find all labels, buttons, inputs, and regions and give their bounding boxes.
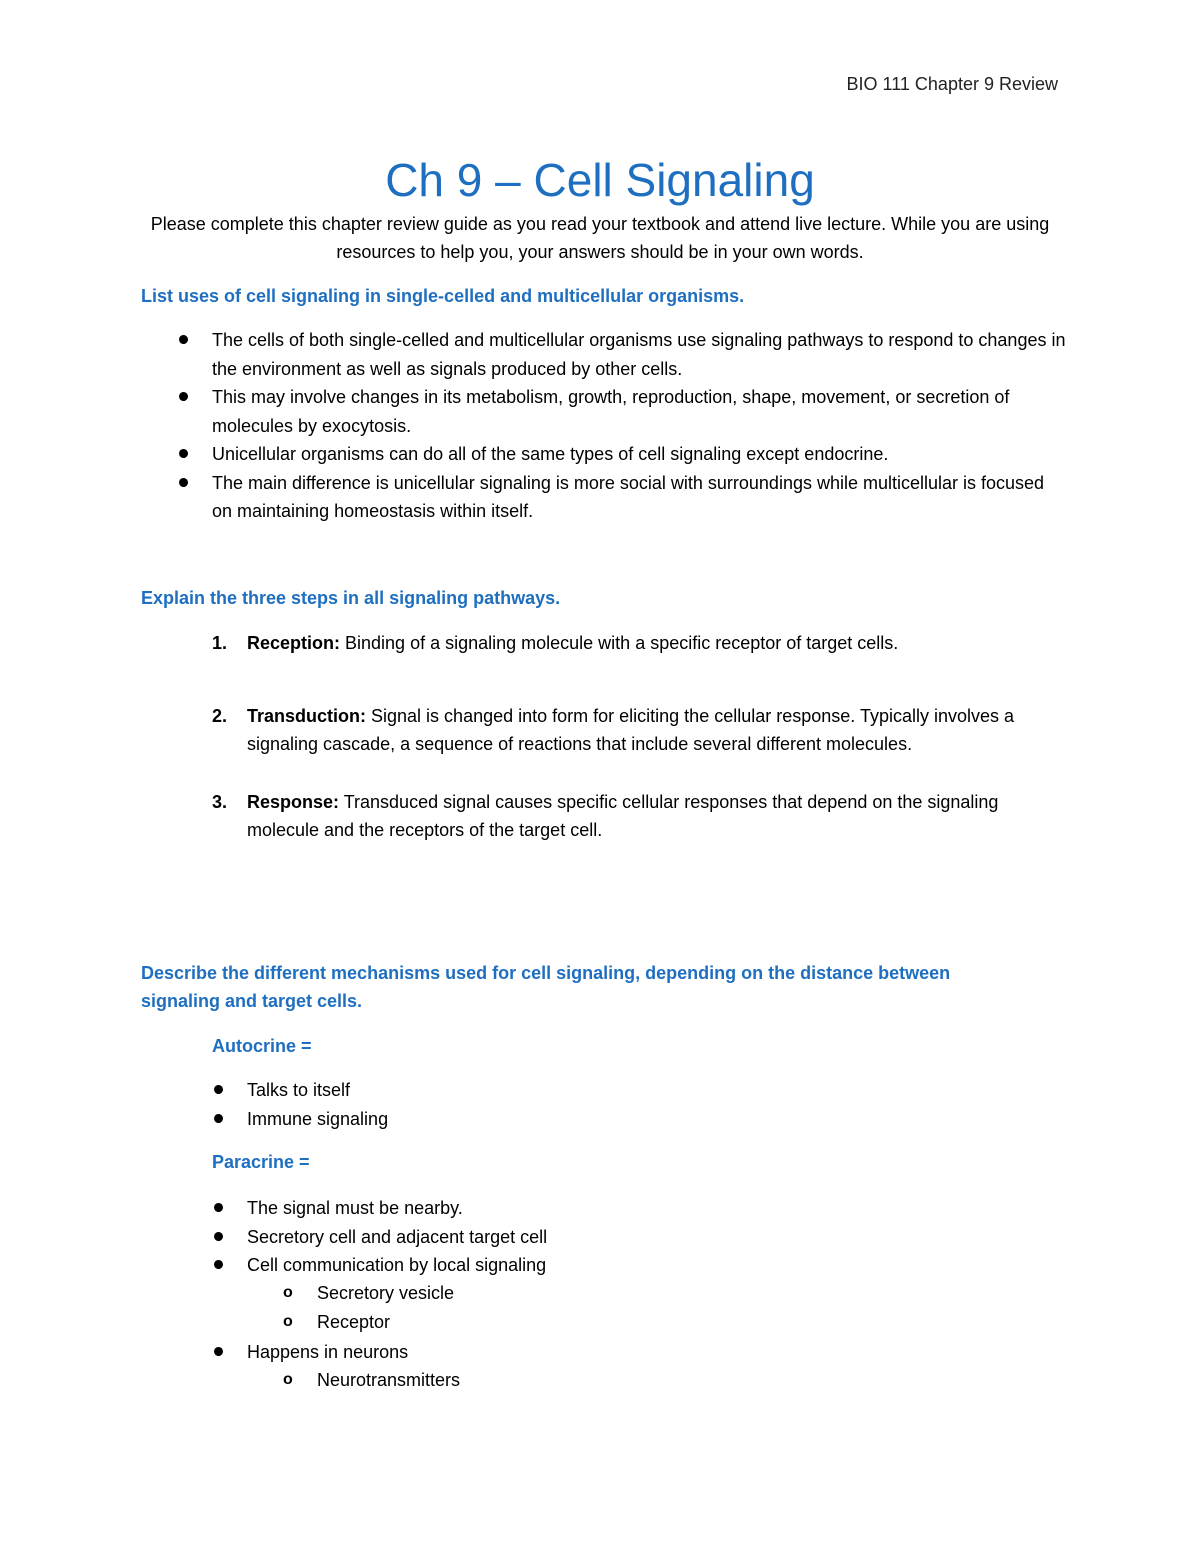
list-item: This may involve changes in its metabolism, growth, reproduction, shape, movement, or secretion of molecules by exocytosis. (176, 383, 1066, 440)
sub-bullet-icon: o (283, 1312, 293, 1330)
bullet-icon (213, 1346, 225, 1358)
step-item: 1. Reception: Binding of a signaling molecule with a specific receptor of target cells. (212, 633, 899, 653)
bullet-icon (178, 476, 190, 488)
section1-bullet-list (176, 326, 1066, 526)
list-item: The signal must be nearby. (211, 1194, 1061, 1223)
section2-step-list (212, 629, 1062, 845)
intro-paragraph: Please complete this chapter review guide as you read your textbook and attend live lecture. While you are using resources to help you, your answers should be in your own words. (150, 214, 1050, 262)
list-item: The main difference is unicellular signaling is more social with surroundings while multicellular is focused on maintaining homeostasis within itself. (176, 469, 1066, 526)
list-item: Happens in neurons (211, 1338, 1061, 1367)
autocrine-bullet-list (211, 1076, 1061, 1133)
step-term: Transduction: (247, 705, 367, 726)
bullet-icon (213, 1230, 225, 1242)
bullet-icon (213, 1202, 225, 1214)
list-item: Unicellular organisms can do all of the same types of cell signaling except endocrine. (176, 440, 1066, 469)
page-title: Ch 9 – Cell Signaling (385, 154, 815, 206)
list-item: Secretory cell and adjacent target cell (211, 1223, 1061, 1252)
step-item: 3. Response: Transduced signal causes specific cellular responses that depend on the signaling molecule and the receptors of the target cell. (212, 791, 999, 840)
step-term: Reception: (247, 633, 341, 653)
bullet-icon (178, 334, 190, 346)
sub-list-item: o Secretory vesicle (211, 1279, 1061, 1308)
running-header: BIO 111 Chapter 9 Review (846, 74, 1058, 94)
paracrine-bullet-list (211, 1194, 1061, 1280)
bullet-icon (213, 1112, 225, 1124)
list-item: Immune signaling (211, 1105, 1061, 1134)
section2-heading: Explain the three steps in all signaling pathways. (141, 588, 561, 608)
paracrine-sublist-1 (211, 1279, 1061, 1336)
section3-heading: Describe the different mechanisms used for cell signaling, depending on the distance between signaling and target cells. (141, 963, 951, 1011)
bullet-icon (178, 448, 190, 460)
paracrine-bullet-list-2 (211, 1338, 1061, 1367)
sub-bullet-icon: o (283, 1284, 293, 1301)
sub-list-item: o Neurotransmitters (211, 1366, 1061, 1395)
section1-heading: List uses of cell signaling in single-celled and multicellular organisms. (141, 286, 745, 306)
list-item: Cell communication by local signaling (211, 1251, 1061, 1280)
sub-list-item: o Receptor (211, 1308, 1061, 1337)
list-item: The cells of both single-celled and multicellular organisms use signaling pathways to respond to changes in the environment as well as signals produced by other cells. (176, 326, 1066, 383)
step-term: Response: (247, 791, 340, 812)
bullet-icon (178, 391, 190, 403)
bullet-icon (213, 1084, 225, 1096)
paracrine-sublist-2 (211, 1366, 1061, 1395)
paracrine-label: Paracrine = (212, 1152, 310, 1172)
list-item: Talks to itself (211, 1076, 1061, 1105)
autocrine-label: Autocrine = (212, 1036, 312, 1056)
step-item: 2. Transduction: Signal is changed into form for eliciting the cellular response. Typically involves a signaling cascade, a sequence of reactions that include several different molecules. (212, 705, 1015, 754)
bullet-icon (213, 1259, 225, 1271)
sub-bullet-icon: o (283, 1371, 293, 1388)
